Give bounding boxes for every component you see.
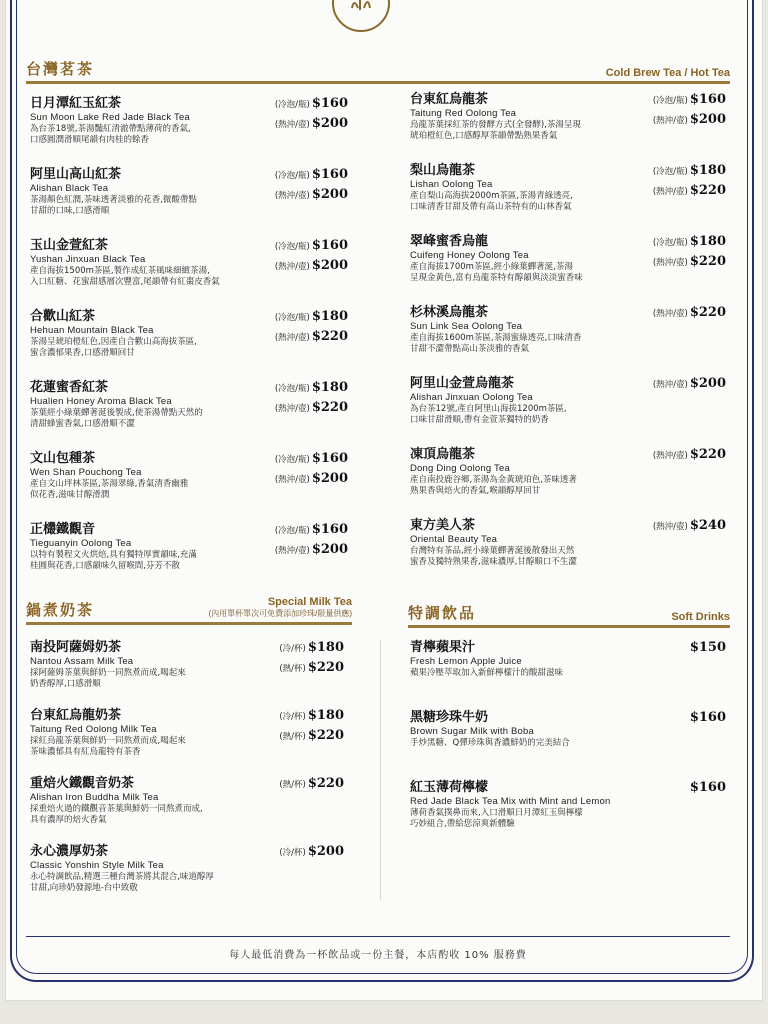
price-value: $160 [311,96,348,111]
item-name-zh: 東方美人茶 [410,518,476,533]
section-note: (內用單杯單次可免費添加珍珠/限量供應) [208,609,352,618]
item-prices [275,522,348,562]
item-name-zh: 阿里山金萱烏龍茶 [410,376,515,391]
price-value: $200 [311,471,348,486]
description-line: 清甜蜂蜜香氣,口感滑順不澀 [30,419,135,429]
item-prices [275,96,348,136]
description-line: 口味甘甜滑順,帶有金萱茶獨特的奶香 [410,415,549,425]
price-label: (熱沖/壺) [274,404,310,414]
description-line: 手炒黑糖、Q彈珍珠與香濃鮮奶的完美結合 [410,738,570,748]
price-row [690,710,726,730]
item-name-en: Red Jade Black Tea Mix with Mint and Lemon [410,796,611,807]
item-prices [279,708,344,748]
price-label: (熱沖/壺) [274,191,310,201]
section-subtitle: Soft Drinks [671,611,730,623]
section-header-taiwan-tea [26,58,730,84]
price-label: (熱沖/壺) [652,258,688,268]
description-line: 琥珀橙紅色,口感醇厚茶韻帶點熟果香氣 [410,131,558,141]
item-prices [690,780,726,800]
item-name-en: Hualien Honey Aroma Black Tea [30,396,172,407]
price-value: $160 [311,167,348,182]
price-row [275,451,348,471]
price-row [653,112,726,132]
price-row [653,447,726,467]
section-title: 台灣茗茶 [26,60,95,78]
description-line: 桂圓與花香,口感韻味久留喉間,芬芳不散 [30,561,180,571]
description-line: 茶湯顏色紅潤,茶味透著淡雅的花香,微酸帶點 [30,195,197,205]
description-line: 台灣特有茶品,經小綠葉蟬著涎後散發出天然 [410,546,575,556]
price-label: (冷泡/瓶) [274,526,310,536]
description-line: 茶味濃郁具有紅烏龍特有茶香 [30,747,141,757]
item-name-zh: 日月潭紅玉紅茶 [30,96,122,111]
price-value: $180 [689,163,726,178]
item-name-en: Lishan Oolong Tea [410,179,493,190]
price-value: $160 [689,780,726,795]
price-label: (冷/杯) [279,712,306,722]
price-label: (冷泡/瓶) [274,100,310,110]
menu-item [30,522,348,572]
price-value: $200 [689,376,726,391]
description-line: 熟果香與焙火的香氣,喉韻醇厚回甘 [410,486,541,496]
description-line: 蜜含濃郁果香,口感滑順回甘 [30,348,135,358]
item-prices [279,640,344,680]
description-line: 蘋果冷壓萃取加入新鮮檸檬汁的酸甜滋味 [410,668,564,678]
item-prices [653,376,726,396]
item-name-en: Fresh Lemon Apple Juice [410,656,522,667]
item-name-en: Oriental Beauty Tea [410,534,498,545]
item-name-en: Taitung Red Oolong Tea [410,108,517,119]
price-value: $160 [311,451,348,466]
item-name-zh: 阿里山高山紅茶 [30,167,122,182]
price-value: $240 [689,518,726,533]
price-value: $200 [311,542,348,557]
item-name-en: Wen Shan Pouchong Tea [30,467,142,478]
price-row [690,640,726,660]
item-name-zh: 正欉鐵觀音 [30,522,96,537]
item-name-en: Alishan Iron Buddha Milk Tea [30,792,159,803]
price-label: (熱沖/壺) [652,309,688,319]
price-label: (冷/杯) [279,848,306,858]
price-row [275,400,348,420]
item-name-en: Classic Yonshin Style Milk Tea [30,860,164,871]
menu-item [30,167,348,217]
price-value: $220 [307,660,344,675]
item-name-en: Taitung Red Oolong Milk Tea [30,724,157,735]
price-label: (熱沖/壺) [652,451,688,461]
price-row [275,258,348,278]
item-prices [653,92,726,132]
item-description [410,546,726,568]
price-label: (冷泡/瓶) [274,242,310,252]
description-line: 產自海拔1700m茶區,經小綠葉蟬著涎,茶湯 [410,262,573,272]
price-row [690,780,726,800]
price-value: $220 [307,728,344,743]
price-label: (熱沖/壺) [274,475,310,485]
item-name-zh: 青檸蘋果汁 [410,640,476,655]
price-value: $180 [307,640,344,655]
item-name-zh: 文山包種茶 [30,451,96,466]
price-row [653,92,726,112]
section-title: 鍋煮奶茶 [26,601,95,619]
description-line: 產自文山坪林茶區,茶湯翠綠,香氣清香幽雅 [30,479,189,489]
price-row [275,542,348,562]
price-label: (冷泡/瓶) [274,313,310,323]
menu-item [30,776,344,826]
description-line: 產自海拔1600m茶區,茶湯蜜綠透亮,口味清香 [410,333,582,343]
price-label: (冷泡/瓶) [652,167,688,177]
menu-item [410,710,726,749]
description-line: 採阿薩姆茶葉與鮮奶一同熬煮而成,喝起來 [30,668,186,678]
price-value: $180 [311,380,348,395]
item-description [410,808,726,830]
item-name-zh: 杉林溪烏龍茶 [410,305,489,320]
item-name-en: Sun Moon Lake Red Jade Black Tea [30,112,190,123]
price-label: (熱沖/壺) [652,116,688,126]
price-value: $200 [311,116,348,131]
item-name-zh: 花蓮蜜香紅茶 [30,380,109,395]
menu-item [410,234,726,284]
price-value: $220 [689,183,726,198]
description-line: 採紅烏龍茶葉與鮮奶一同熬煮而成,喝起來 [30,736,186,746]
item-prices [275,309,348,349]
item-prices [653,234,726,274]
item-prices [653,305,726,325]
description-line: 採重焙火過的鐵觀音茶葉與鮮奶一同熬煮而成, [30,804,203,814]
item-prices [275,167,348,207]
price-row [279,776,344,796]
menu-item [410,92,726,142]
description-line: 蜜香及獨特熟果香,滋味濃厚,甘醇順口不生澀 [410,557,577,567]
menu-item [410,376,726,426]
price-row [275,522,348,542]
price-value: $220 [307,776,344,791]
item-description [410,333,726,355]
item-name-en: Cuifeng Honey Oolong Tea [410,250,529,261]
item-prices [653,447,726,467]
price-label: (熱沖/壺) [652,187,688,197]
description-line: 奶香醇厚,口感滑順 [30,679,101,689]
price-value: $180 [689,234,726,249]
price-row [653,234,726,254]
item-name-en: Dong Ding Oolong Tea [410,463,510,474]
price-row [279,640,344,660]
section-subtitle [208,596,352,620]
item-name-en: Alishan Black Tea [30,183,109,194]
menu-item [410,163,726,213]
menu-item [410,447,726,497]
item-description [410,475,726,497]
price-row [653,183,726,203]
section-header-soft-drinks [408,602,730,628]
price-row [653,163,726,183]
description-line: 薄荷香氣撲鼻而來,入口滑順日月潭紅玉與檸檬 [410,808,583,818]
price-label: (熱/杯) [279,732,306,742]
price-label: (冷/杯) [279,644,306,654]
item-name-zh: 翠峰蜜香烏龍 [410,234,489,249]
price-value: $200 [311,258,348,273]
price-row [275,238,348,258]
item-name-zh: 合歡山紅茶 [30,309,96,324]
section-subtitle-text: Special Milk Tea [267,596,352,608]
item-prices [690,640,726,660]
menu-item [410,305,726,355]
item-prices [275,380,348,420]
description-line: 產自梨山高海拔2000m茶區,茶湯青綠透亮, [410,191,573,201]
description-line: 具有濃厚的焙火香氣 [30,815,107,825]
item-name-zh: 重焙火鐵觀音奶茶 [30,776,135,791]
item-name-zh: 凍頂烏龍茶 [410,447,476,462]
price-value: $200 [689,112,726,127]
price-row [279,708,344,728]
price-value: $220 [311,329,348,344]
description-line: 甘甜的口味,口感滑順 [30,206,110,216]
item-description [30,872,344,894]
description-line: 烏龍茶葉採紅茶的發酵方式(全發酵),茶湯呈現 [410,120,581,130]
price-row [279,728,344,748]
item-name-zh: 紅玉薄荷檸檬 [410,780,489,795]
section-subtitle: Cold Brew Tea / Hot Tea [605,67,730,79]
section-header-milk-tea [26,596,352,625]
item-prices [275,238,348,278]
item-description [30,804,344,826]
description-line: 巧妙組合,帶給您涼爽新體驗 [410,819,515,829]
item-prices [279,844,344,864]
item-name-en: Tieguanyin Oolong Tea [30,538,132,549]
price-row [275,96,348,116]
price-row [279,660,344,680]
price-row [279,844,344,864]
price-value: $200 [311,187,348,202]
price-label: (熱沖/壺) [652,522,688,532]
item-name-zh: 梨山烏龍茶 [410,163,476,178]
price-row [275,309,348,329]
price-row [653,305,726,325]
menu-item [30,96,348,146]
price-label: (冷泡/瓶) [652,238,688,248]
description-line: 入口紅糖、花蜜甜感層次豐富,尾韻帶有紅棗皮香氣 [30,277,220,287]
item-name-zh: 台東紅烏龍奶茶 [30,708,122,723]
item-name-en: Brown Sugar Milk with Boba [410,726,535,737]
price-row [275,187,348,207]
item-name-en: Sun Link Sea Oolong Tea [410,321,523,332]
item-description [410,738,726,749]
description-line: 似花香,滋味甘醇滑潤 [30,490,110,500]
price-label: (熱沖/壺) [274,120,310,130]
description-line: 茶湯呈琥珀橙紅色,因產自合歡山高海拔茶區, [30,337,197,347]
description-line: 茶葉經小綠葉蟬著涎後製成,使茶湯帶點天然的 [30,408,203,418]
price-row [275,380,348,400]
price-label: (冷泡/瓶) [274,171,310,181]
item-name-zh: 玉山金萱紅茶 [30,238,109,253]
menu-item [410,780,726,830]
item-prices [653,163,726,203]
price-label: (熱沖/壺) [274,546,310,556]
price-value: $220 [689,447,726,462]
menu-item [30,844,344,894]
description-line: 以特有製程文火烘焙,具有獨特厚實韻味,充滿 [30,550,197,560]
price-value: $220 [689,254,726,269]
price-value: $160 [311,238,348,253]
item-name-zh: 台東紅烏龍茶 [410,92,489,107]
item-name-zh: 黑糖珍珠牛奶 [410,710,489,725]
price-value: $220 [689,305,726,320]
price-label: (冷泡/瓶) [274,455,310,465]
menu-item [30,708,344,758]
price-row [275,329,348,349]
description-line: 為台茶12號,產自阿里山海拔1200m茶區, [410,404,567,414]
price-row [653,518,726,538]
menu-item [30,309,348,359]
price-value: $160 [311,522,348,537]
menu-item [30,451,348,501]
price-label: (熱沖/壺) [652,380,688,390]
description-line: 永心特調飲品,精選三種台灣茶將其混合,味道醇厚 [30,872,214,882]
description-line: 產自南投鹿谷鄉,茶湯為金黃琥珀色,茶味透著 [410,475,577,485]
menu-item [30,380,348,430]
price-row [275,167,348,187]
footer-divider [26,936,730,937]
description-line: 呈現金黃色,富有烏龍茶特有醇韻與淡淡蜜香味 [410,273,583,283]
item-description [410,668,726,679]
menu-item [30,238,348,288]
menu-item [410,640,726,679]
price-row [653,376,726,396]
price-label: (熱沖/壺) [274,262,310,272]
description-line: 產自海拔1500m茶區,製作成紅茶風味細緻茶湯, [30,266,210,276]
description-line: 口感圓潤滑順尾韻有肉桂的餘香 [30,135,150,145]
item-prices [690,710,726,730]
price-label: (冷泡/瓶) [652,96,688,106]
item-name-zh: 南投阿薩姆奶茶 [30,640,122,655]
logo-icon [346,0,376,18]
price-label: (熱沖/壺) [274,333,310,343]
item-prices [275,451,348,491]
price-row [275,471,348,491]
description-line: 甘甜不澀帶點高山茶淡雅的香氣 [410,344,530,354]
item-prices [279,776,344,796]
price-value: $220 [311,400,348,415]
item-name-en: Yushan Jinxuan Black Tea [30,254,146,265]
item-name-en: Nantou Assam Milk Tea [30,656,134,667]
price-value: $160 [689,92,726,107]
price-value: $150 [689,640,726,655]
footer-note: 每人最低消費為一杯飲品或一份主餐，本店酌收 10% 服務費 [229,950,527,961]
item-name-en: Alishan Jinxuan Oolong Tea [410,392,533,403]
price-value: $180 [307,708,344,723]
item-name-zh: 永心濃厚奶茶 [30,844,109,859]
description-line: 甘甜,向珍奶發源地-台中致敬 [30,883,138,893]
price-label: (熱/杯) [279,664,306,674]
price-row [275,116,348,136]
column-divider [380,640,381,900]
price-value: $180 [311,309,348,324]
description-line: 口味清香甘甜及帶有高山茶特有的山林香氣 [410,202,572,212]
price-label: (冷泡/瓶) [274,384,310,394]
price-label: (熱/杯) [279,780,306,790]
price-value: $160 [689,710,726,725]
menu-item [410,518,726,568]
menu-item [30,640,344,690]
item-name-en: Hehuan Mountain Black Tea [30,325,154,336]
item-prices [653,518,726,538]
price-value: $200 [307,844,344,859]
section-title: 特調飲品 [408,604,477,622]
item-description [410,404,726,426]
price-row [653,254,726,274]
description-line: 為台茶18號,茶湯豔紅清澈帶點薄荷的香氣, [30,124,191,134]
